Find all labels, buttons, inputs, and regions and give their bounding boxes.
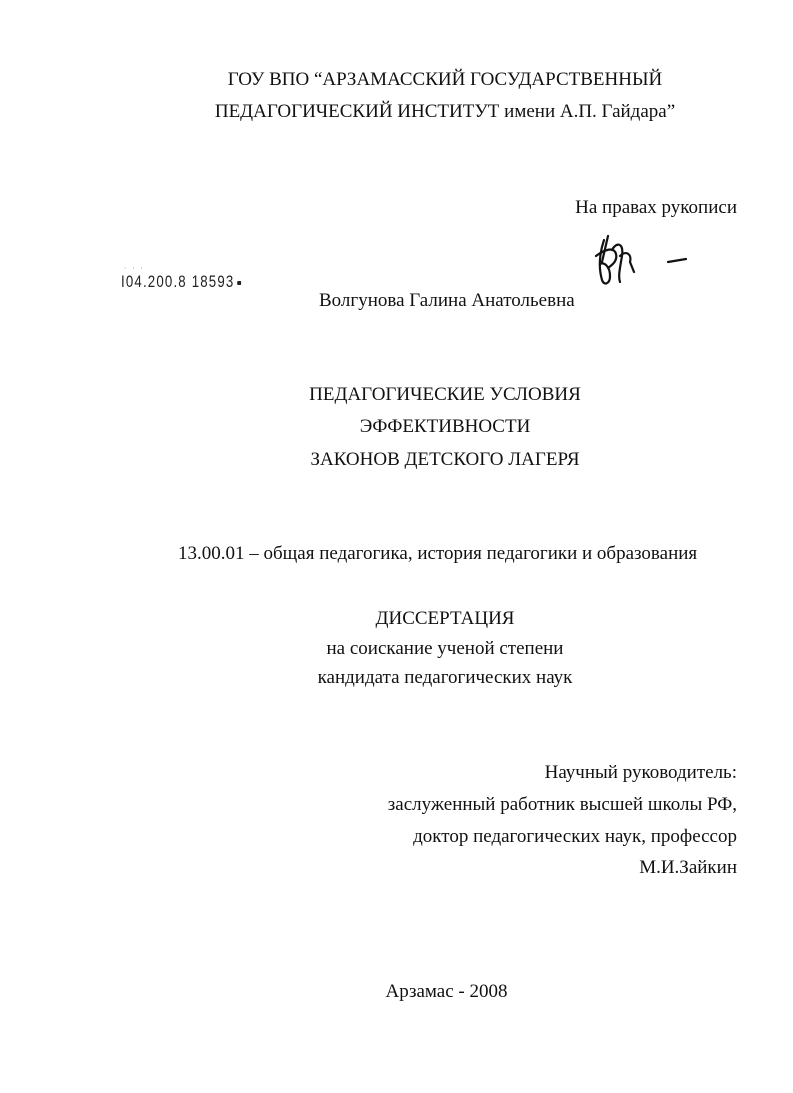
author-name: Волгунова Галина Анатольевна: [319, 290, 575, 311]
degree-line-2: кандидата педагогических наук: [317, 667, 573, 688]
place-and-year: Арзамас - 2008: [385, 981, 508, 1002]
work-type-label: ДИССЕРТАЦИЯ: [375, 608, 515, 629]
supervisor-title-line-2: доктор педагогических наук, профессор: [413, 826, 737, 847]
stamp-prefix-mark: I: [121, 272, 126, 291]
stamp-end-mark-icon: [238, 281, 242, 285]
institution-name-line-1: ГОУ ВПО “АРЗАМАССКИЙ ГОСУДАРСТВЕННЫЙ: [227, 69, 663, 90]
handwritten-signature-icon: [590, 232, 700, 292]
dissertation-title-line-1: ПЕДАГОГИЧЕСКИЕ УСЛОВИЯ: [309, 384, 581, 405]
dissertation-title-line-2: ЭФФЕКТИВНОСТИ: [359, 416, 531, 437]
specialty-code: 13.00.01 – общая педагогика, история педагогики и образования: [178, 543, 698, 564]
degree-line-1: на соискание ученой степени: [326, 638, 564, 659]
library-stamp-number: [121, 272, 241, 292]
supervisor-name: М.И.Зайкин: [639, 857, 737, 878]
rights-note: На правах рукописи: [575, 197, 737, 218]
supervisor-title-line-1: заслуженный работник высшей школы РФ,: [387, 794, 737, 815]
dissertation-title-line-3: ЗАКОНОВ ДЕТСКОГО ЛАГЕРЯ: [310, 449, 580, 470]
supervisor-label: Научный руководитель:: [544, 762, 737, 783]
stamp-number-text: 04.200.8 18593: [125, 272, 235, 291]
stamp-dots-mark: · · ·: [124, 265, 145, 272]
institution-name-line-2: ПЕДАГОГИЧЕСКИЙ ИНСТИТУТ имени А.П. Гайдара”: [214, 101, 676, 122]
